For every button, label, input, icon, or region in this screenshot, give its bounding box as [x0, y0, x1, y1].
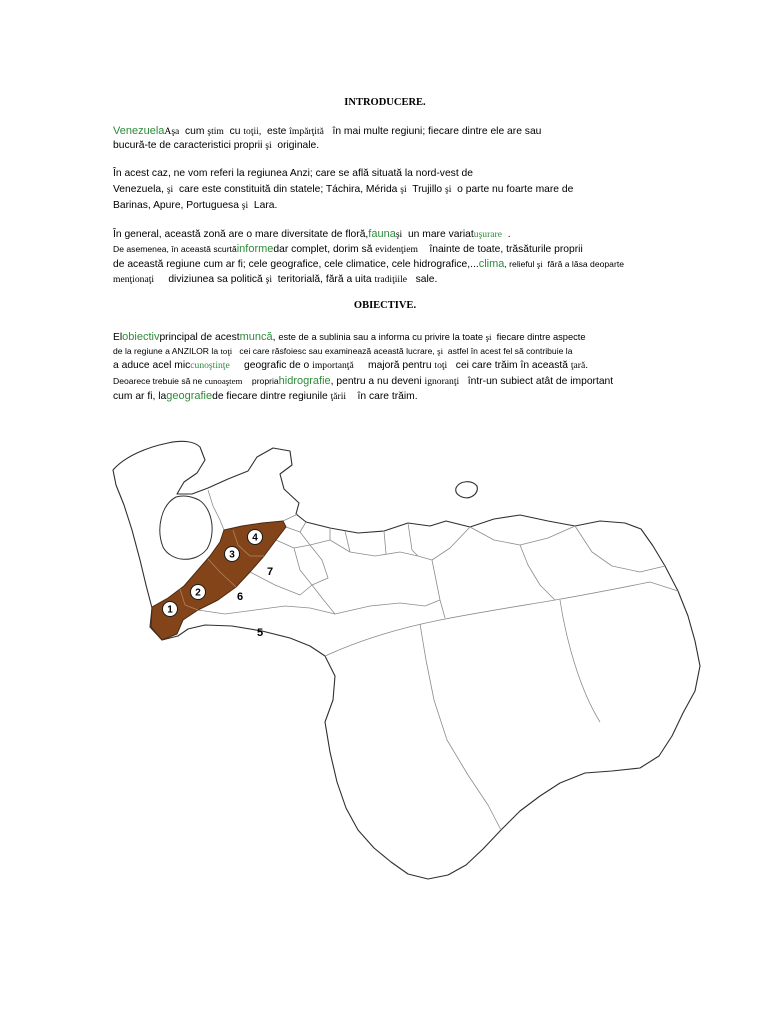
text-line	[113, 389, 418, 403]
text-run: şi	[485, 332, 492, 342]
text-line	[113, 183, 573, 197]
text-run: , relieful	[504, 259, 537, 269]
region-number-2: 2	[195, 587, 201, 599]
text-run: Lara.	[248, 200, 278, 211]
highlighted-term: hidrografie	[278, 375, 331, 387]
region-number-7: 7	[266, 566, 274, 578]
text-run: În acest caz, ne vom referi la regiunea Anzi; care se află situată la nord-vest de	[113, 168, 474, 179]
text-run: în care trăim.	[346, 391, 418, 402]
lake-maracaibo	[160, 496, 212, 559]
text-run: toţii,	[243, 126, 262, 137]
text-run: importanţă	[312, 360, 354, 371]
text-run: geografic de o	[229, 360, 313, 371]
text-run: diviziunea sa politică	[154, 274, 266, 285]
text-run: sale.	[407, 274, 438, 285]
text-run: El	[113, 332, 123, 343]
text-line	[113, 124, 541, 138]
text-run: într-un subiect atât de important	[459, 376, 614, 387]
text-run: , pentru a nu deveni	[330, 376, 425, 387]
text-run: ţară	[570, 360, 586, 371]
text-line	[113, 199, 277, 213]
text-run: un mare variat	[402, 229, 474, 240]
text-run: şi	[400, 184, 407, 195]
venezuela-map	[100, 430, 710, 890]
text-line	[113, 344, 572, 358]
text-run: dar complet, dorim să	[273, 244, 376, 255]
text-line	[113, 273, 437, 287]
text-run: menţionaţi	[113, 274, 155, 285]
text-run: în mai multe regiuni; fiecare dintre ele are sau	[323, 126, 542, 137]
text-run: este de a sublinia sau a informa cu privire la toate	[278, 332, 486, 342]
text-run: înainte de toate, trăsăturile proprii	[417, 244, 583, 255]
text-run: şi	[241, 200, 249, 211]
text-run: şi	[265, 140, 272, 151]
highlighted-term: clima	[478, 258, 505, 270]
section-title-obiective: OBIECTIVE.	[353, 300, 417, 311]
text-run: a aduce acel mic	[113, 360, 191, 371]
highlighted-term: fauna	[368, 228, 396, 240]
highlighted-term: Venezuela	[113, 125, 165, 137]
text-run: bucură-te de caracteristici proprii	[113, 140, 266, 151]
text-run: ţării	[330, 391, 347, 402]
text-run: Barinas, Apure, Portuguesa	[113, 200, 242, 211]
highlighted-term: informe	[236, 243, 274, 255]
text-run: De asemenea, în această scurtă	[113, 244, 237, 254]
region-number-6: 6	[236, 591, 244, 603]
text-run: În general, această zonă are o mare diversitate de floră,	[113, 229, 369, 240]
text-line	[113, 359, 588, 373]
text-run: de la regiune a ANZILOR la	[113, 346, 221, 356]
text-run: astfel în acest fel să contribuie la	[443, 346, 573, 356]
text-run: de fiecare dintre regiunile	[212, 391, 331, 402]
text-line	[113, 374, 613, 388]
text-run: toţi	[434, 360, 448, 371]
text-line	[113, 227, 511, 241]
text-run: şi	[395, 229, 403, 240]
text-run: .	[585, 360, 589, 371]
text-run: şi	[265, 274, 273, 285]
region-number-1: 1	[167, 604, 173, 616]
text-run: împărţită	[289, 126, 324, 137]
text-run: şi	[166, 184, 174, 195]
text-run: Trujillo	[406, 184, 446, 195]
text-run: fără a lăsa deoparte	[542, 259, 624, 269]
region-number-5: 5	[256, 627, 264, 639]
text-run: ,	[272, 332, 279, 343]
margarita-island	[456, 482, 478, 498]
text-run: toţi	[220, 346, 233, 356]
text-run: Venezuela,	[113, 184, 167, 195]
text-run: cei care răsfoiesc sau examinează această lucrare,	[232, 346, 438, 356]
text-run: tradiţiile	[374, 274, 408, 285]
highlighted-term: obiectiv	[122, 331, 160, 343]
text-run: Aşa	[164, 126, 180, 137]
text-run: cu	[223, 126, 244, 137]
text-run: care este constituită din statele; Táchira, Mérida	[173, 184, 401, 195]
text-run: cum ar fi, la	[113, 391, 167, 402]
region-number-3: 3	[229, 549, 235, 561]
text-run: originale.	[271, 140, 320, 151]
text-run: principal de acest	[159, 332, 240, 343]
text-run: de această regiune cum ar fi; cele geografice, cele climatice, cele hidrografice,...	[113, 259, 479, 270]
text-line	[113, 167, 473, 181]
text-run: şi	[437, 346, 444, 356]
text-run: şi	[445, 184, 452, 195]
highlighted-term: geografie	[166, 390, 213, 402]
text-run: evidenţiem	[375, 244, 418, 255]
text-run: şi	[536, 259, 543, 269]
text-run: o parte nu foarte mare de	[451, 184, 574, 195]
text-run: teritorială, fără a uita	[272, 274, 375, 285]
highlighted-term: uşurare	[473, 229, 502, 240]
text-run: .	[502, 229, 511, 240]
text-run: Deoarece trebuie să ne	[113, 376, 205, 386]
text-run: propria	[242, 376, 279, 386]
text-line	[113, 242, 583, 256]
text-run: este	[261, 126, 290, 137]
text-line	[113, 139, 319, 153]
text-run: ştim	[207, 126, 224, 137]
text-line	[113, 257, 624, 271]
section-title-introducere: INTRODUCERE.	[344, 97, 426, 108]
text-run: cei care trăim în această	[447, 360, 571, 371]
highlighted-term: cunoştinţe	[190, 360, 230, 371]
text-run: cunoaştem	[204, 376, 243, 386]
text-run: majoră pentru	[353, 360, 435, 371]
text-run: ignoranţi	[424, 376, 460, 387]
text-run: fiecare dintre aspecte	[491, 332, 586, 342]
text-run: cum	[179, 126, 208, 137]
highlighted-term: muncă	[239, 331, 273, 343]
text-line	[113, 330, 586, 344]
region-number-4: 4	[252, 532, 258, 544]
